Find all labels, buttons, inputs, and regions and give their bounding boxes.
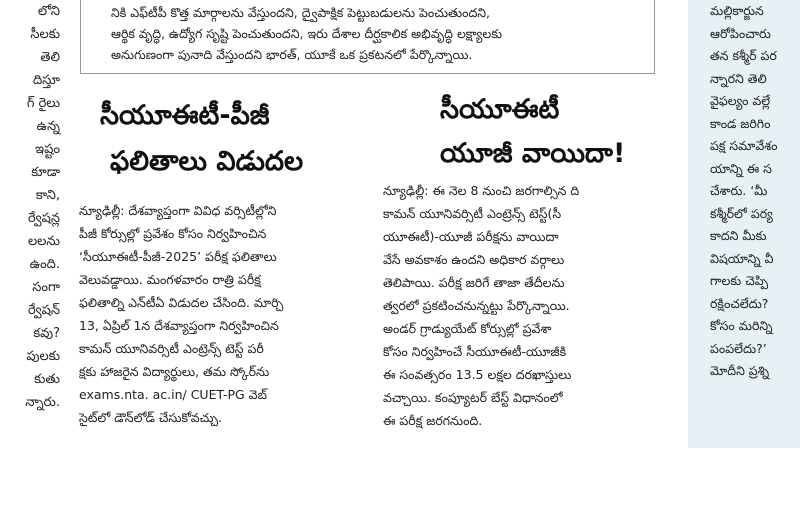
text-line: పక్ష సమావేశం — [710, 138, 778, 153]
article1-headline: ఫలితాలు విడుదల — [110, 146, 304, 177]
text-line: వెలువడ్డాయి. మంగళవారం రాత్రి పరీక్ష — [79, 272, 261, 287]
article1-body — [79, 199, 379, 429]
text-line: నికి ఎఫ్‌టీపీ కొత్త మార్గాలను వేస్తుందని, ద్వైపాక్షిక పెట్టుబడులను పెంచుతుందని, — [111, 5, 491, 20]
text-line: క్షకు హాజరైన విద్యార్థులు, తమ స్కోర్‌ను — [79, 364, 270, 379]
text-line: కామన్ యూనివర్సిటీ ఎంట్రెన్స్ టెస్ట్(సీ — [383, 206, 562, 221]
text-line: కవు? — [33, 326, 60, 341]
article2-body — [383, 179, 658, 432]
column-divider — [662, 0, 689, 448]
text-line: సైట్‌లో డౌన్‌లోడ్ చేసుకోవచ్చు. — [79, 410, 222, 425]
text-line: కోసం నిర్వహించే సీయూఈటీ-యూజీకి — [383, 344, 567, 359]
text-line: పంపలేదు?’ — [710, 340, 767, 356]
left-column-text — [0, 0, 62, 460]
text-line: తెలిపాయి. పరీక్ష జరిగే తాజా తేదీలను — [383, 275, 565, 290]
text-line: వచ్చాయి. కంప్యూటర్ బేస్ట్ విధానంలో — [383, 390, 563, 405]
text-line: మల్లికార్జున — [710, 3, 764, 18]
text-line: పులకు — [26, 349, 60, 364]
text-line: కోసం మరిన్ని — [710, 318, 773, 333]
text-line: న్యూఢిల్లీ: దేశవ్యాప్తంగా వివిధ వర్సిటీల్లోని — [79, 203, 277, 218]
text-line: కుతు — [34, 372, 60, 387]
text-line: exams.nta. ac.in/ CUET-PG వెబ్ — [79, 387, 267, 402]
article1-headline: సీయూఈటీ-పీజీ — [100, 100, 270, 131]
text-line: కాని, — [35, 188, 60, 203]
text-line: న్నారు. — [25, 395, 60, 410]
text-line: పీజీ కోర్సుల్లో ప్రవేశం కోసం నిర్వహించిన — [79, 226, 267, 241]
text-line: తన కశ్మీర్ పర — [710, 48, 777, 63]
text-line: గ్ రైలు — [26, 96, 60, 111]
text-line: రక్షించలేదు? — [710, 295, 769, 311]
text-line: ఉన్న — [36, 119, 60, 134]
text-line: న్నారని తెలి — [710, 70, 767, 86]
text-line: కామన్ యూనివర్సిటీ ఎంట్రెన్స్ టెస్ట్ పరీ — [79, 341, 264, 356]
text-line: మోదీని ప్రశ్ని — [710, 363, 770, 378]
text-line: కశ్మీర్‌లో పర్య — [710, 205, 773, 221]
text-line: దిస్తూ — [33, 73, 60, 88]
text-line: 13, ఏప్రిల్ 1న దేశవ్యాప్తంగా నిర్వహించిన — [79, 318, 279, 333]
text-line: వేసే అవకాశం ఉందని అధికార వర్గాలు — [383, 252, 565, 267]
text-line: ఈ సంవత్సరం 13.5 లక్షల దరఖాస్తులు — [383, 367, 572, 382]
text-line: ర్వేషన్ల — [27, 211, 60, 226]
text-line: చేశారు. ‘మీ — [710, 183, 768, 198]
text-line: ర్వేషన్ — [27, 303, 60, 318]
right-column-text — [688, 0, 800, 448]
text-line: ఫలితాల్ని ఎన్‌టీఏ విడుదల చేసింది. మార్చి — [79, 295, 284, 310]
text-line: అండర్ గ్రాడ్యుయేట్ కోర్సుల్లో ప్రవేశా — [383, 321, 552, 336]
text-line: న్యూఢిల్లీ: ఈ నెల 8 నుంచి జరగాల్సిన ది — [383, 183, 580, 198]
top-boxed-article — [80, 0, 655, 74]
text-line: ఆరోపించారు — [710, 25, 771, 41]
text-line: వైఫల్యం వల్లే — [710, 93, 771, 108]
text-line: కాదని మీకు — [710, 228, 767, 243]
article2-headline: సీయూఈటీ — [440, 94, 560, 125]
text-line: ఆర్థిక వృద్ధి, ఉద్యోగ సృష్టి పెంచుతుందని, ఇరు దేశాల దీర్ఘకాలిక అభివృద్ధి లక్ష్యాలకు — [111, 26, 503, 41]
text-line: సీలకు — [30, 27, 60, 42]
text-line: లోని — [37, 4, 60, 19]
text-line: కూడా — [31, 165, 60, 180]
text-line: విషయాన్ని వీ — [710, 250, 774, 266]
text-line: యాన్ని ఈ స — [710, 160, 772, 176]
text-line: ఉంది. — [29, 257, 60, 272]
text-line: సంగా — [32, 280, 60, 295]
text-line: త్వరలో ప్రకటించనున్నట్టు పేర్కొన్నాయి. — [383, 298, 570, 313]
text-line: ఈ పరీక్ష జరగనుంది. — [383, 413, 483, 428]
text-line: అనుగుణంగా పునాది వేస్తుందని భారత్, యూకే ఒక ప్రకటనలో పేర్కొన్నాయి. — [111, 47, 473, 62]
text-line: ఇష్టం — [35, 142, 60, 157]
text-line: గాలకు చెప్పి — [710, 273, 769, 288]
text-line: కాండ జరిగిం — [710, 115, 771, 131]
text-line: ‘సీయూఈటీ-పీజీ-2025’ పరీక్ష ఫలితాలు — [79, 249, 277, 264]
text-line: యూఈటీ)-యూజీ పరీక్షను వాయిదా — [383, 229, 559, 244]
text-line: లలను — [27, 234, 60, 249]
text-line: తెలి — [40, 50, 60, 65]
article2-headline: యూజీ వాయిదా! — [440, 138, 626, 169]
